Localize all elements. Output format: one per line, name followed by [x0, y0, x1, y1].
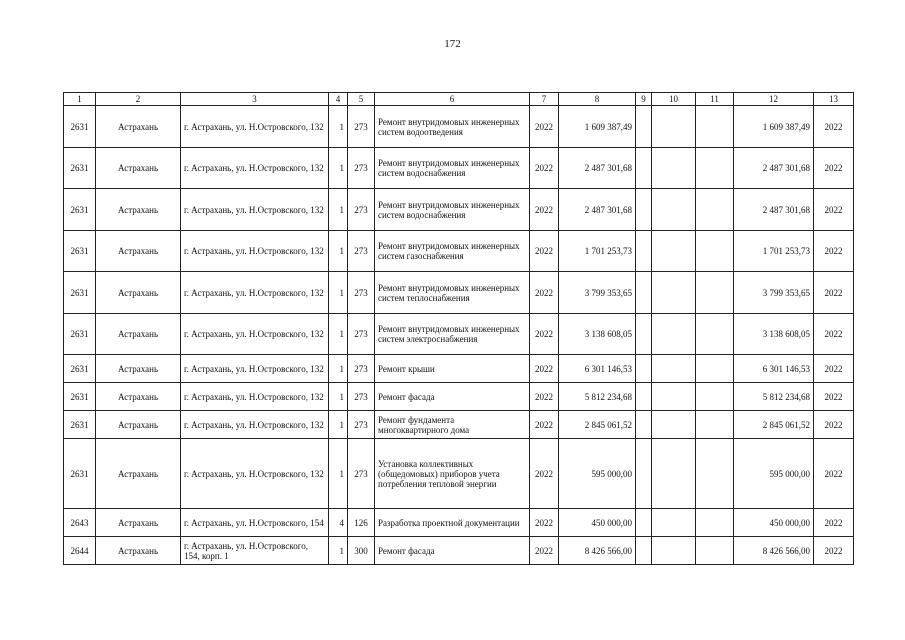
total-cost: 8 426 566,00 — [559, 537, 636, 565]
col-10-value — [652, 355, 696, 383]
col-10-value — [652, 148, 696, 189]
address: г. Астрахань, ул. Н.Островского, 132 — [181, 383, 329, 411]
col-10-value — [652, 411, 696, 439]
table-row — [64, 148, 854, 189]
col-4-value: 1 — [329, 355, 348, 383]
year-end: 2022 — [814, 148, 854, 189]
address: г. Астрахань, ул. Н.Островского, 132 — [181, 411, 329, 439]
cost-amount: 595 000,00 — [734, 439, 814, 509]
total-cost: 595 000,00 — [559, 439, 636, 509]
work-type: Разработка проектной документации — [375, 509, 530, 537]
work-type: Ремонт крыши — [375, 355, 530, 383]
col-9-value — [636, 272, 652, 314]
col-9-value — [636, 383, 652, 411]
table-row — [64, 189, 854, 231]
header-row — [64, 93, 854, 106]
col-5-header: 5 — [348, 93, 375, 106]
address: г. Астрахань, ул. Н.Островского, 154 — [181, 509, 329, 537]
year-end: 2022 — [814, 272, 854, 314]
col-9-value — [636, 314, 652, 355]
year-start: 2022 — [530, 439, 559, 509]
col-4-value: 1 — [329, 537, 348, 565]
record-id: 2631 — [64, 106, 96, 148]
col-13-header: 13 — [814, 93, 854, 106]
col-10-value — [652, 314, 696, 355]
cost-amount: 2 487 301,68 — [734, 189, 814, 231]
col-11-value — [696, 537, 734, 565]
col-5-value: 273 — [348, 355, 375, 383]
cost-amount: 3 138 608,05 — [734, 314, 814, 355]
page-number: 172 — [444, 38, 461, 50]
cost-amount: 2 845 061,52 — [734, 411, 814, 439]
col-11-value — [696, 314, 734, 355]
address: г. Астрахань, ул. Н.Островского, 132 — [181, 106, 329, 148]
col-2-header: 2 — [96, 93, 181, 106]
col-10-value — [652, 383, 696, 411]
work-type: Ремонт внутридомовых инженерных систем теплоснабжения — [375, 272, 530, 314]
year-end: 2022 — [814, 355, 854, 383]
col-3-header: 3 — [181, 93, 329, 106]
col-5-value: 273 — [348, 189, 375, 231]
col-4-value: 1 — [329, 272, 348, 314]
city: Астрахань — [96, 411, 181, 439]
record-id: 2631 — [64, 314, 96, 355]
col-11-value — [696, 439, 734, 509]
address: г. Астрахань, ул. Н.Островского, 154, корп. 1 — [181, 537, 329, 565]
col-4-value: 1 — [329, 314, 348, 355]
col-5-value: 273 — [348, 411, 375, 439]
work-type: Ремонт внутридомовых инженерных систем водоотведения — [375, 106, 530, 148]
year-end: 2022 — [814, 231, 854, 272]
col-11-value — [696, 411, 734, 439]
record-id: 2631 — [64, 439, 96, 509]
col-9-value — [636, 231, 652, 272]
year-end: 2022 — [814, 509, 854, 537]
col-10-value — [652, 439, 696, 509]
col-4-value: 1 — [329, 231, 348, 272]
col-11-value — [696, 106, 734, 148]
year-start: 2022 — [530, 355, 559, 383]
year-start: 2022 — [530, 148, 559, 189]
col-7-header: 7 — [530, 93, 559, 106]
city: Астрахань — [96, 189, 181, 231]
record-id: 2631 — [64, 383, 96, 411]
table-row — [64, 272, 854, 314]
year-end: 2022 — [814, 314, 854, 355]
city: Астрахань — [96, 272, 181, 314]
col-4-value: 1 — [329, 383, 348, 411]
total-cost: 450 000,00 — [559, 509, 636, 537]
col-5-value: 273 — [348, 314, 375, 355]
record-id: 2631 — [64, 231, 96, 272]
table-row — [64, 439, 854, 509]
year-start: 2022 — [530, 231, 559, 272]
col-5-value: 300 — [348, 537, 375, 565]
total-cost: 5 812 234,68 — [559, 383, 636, 411]
table-row — [64, 355, 854, 383]
work-type: Ремонт внутридомовых инженерных систем электроснабжения — [375, 314, 530, 355]
col-9-value — [636, 189, 652, 231]
col-11-value — [696, 148, 734, 189]
record-id: 2631 — [64, 355, 96, 383]
col-10-value — [652, 537, 696, 565]
city: Астрахань — [96, 383, 181, 411]
col-4-header: 4 — [329, 93, 348, 106]
total-cost: 2 487 301,68 — [559, 148, 636, 189]
col-4-value: 1 — [329, 411, 348, 439]
col-9-value — [636, 411, 652, 439]
total-cost: 3 138 608,05 — [559, 314, 636, 355]
col-5-value: 273 — [348, 383, 375, 411]
col-10-value — [652, 231, 696, 272]
cost-amount: 1 609 387,49 — [734, 106, 814, 148]
year-end: 2022 — [814, 537, 854, 565]
col-9-value — [636, 537, 652, 565]
cost-amount: 450 000,00 — [734, 509, 814, 537]
record-id: 2631 — [64, 148, 96, 189]
col-12-header: 12 — [734, 93, 814, 106]
record-id: 2631 — [64, 411, 96, 439]
total-cost: 2 487 301,68 — [559, 189, 636, 231]
table-row — [64, 314, 854, 355]
city: Астрахань — [96, 106, 181, 148]
work-type: Установка коллективных (общедомовых) приборов учета потребления тепловой энергии — [375, 439, 530, 509]
work-type: Ремонт внутридомовых инженерных систем водоснабжения — [375, 148, 530, 189]
year-start: 2022 — [530, 411, 559, 439]
col-1-header: 1 — [64, 93, 96, 106]
year-start: 2022 — [530, 383, 559, 411]
year-start: 2022 — [530, 509, 559, 537]
table-body — [64, 106, 854, 565]
work-type: Ремонт внутридомовых инженерных систем водоснабжения — [375, 189, 530, 231]
table-row — [64, 383, 854, 411]
total-cost: 6 301 146,53 — [559, 355, 636, 383]
col-5-value: 273 — [348, 439, 375, 509]
year-end: 2022 — [814, 189, 854, 231]
year-start: 2022 — [530, 106, 559, 148]
year-end: 2022 — [814, 383, 854, 411]
work-type: Ремонт фундамента многоквартирного дома — [375, 411, 530, 439]
total-cost: 1 701 253,73 — [559, 231, 636, 272]
col-4-value: 1 — [329, 148, 348, 189]
col-5-value: 273 — [348, 272, 375, 314]
address: г. Астрахань, ул. Н.Островского, 132 — [181, 231, 329, 272]
address: г. Астрахань, ул. Н.Островского, 132 — [181, 314, 329, 355]
col-5-value: 273 — [348, 148, 375, 189]
city: Астрахань — [96, 355, 181, 383]
work-type: Ремонт фасада — [375, 537, 530, 565]
col-6-header: 6 — [375, 93, 530, 106]
col-11-value — [696, 189, 734, 231]
year-start: 2022 — [530, 272, 559, 314]
col-5-value: 126 — [348, 509, 375, 537]
col-11-value — [696, 355, 734, 383]
col-11-value — [696, 272, 734, 314]
cost-amount: 3 799 353,65 — [734, 272, 814, 314]
total-cost: 1 609 387,49 — [559, 106, 636, 148]
work-type: Ремонт фасада — [375, 383, 530, 411]
address: г. Астрахань, ул. Н.Островского, 132 — [181, 148, 329, 189]
total-cost: 2 845 061,52 — [559, 411, 636, 439]
year-end: 2022 — [814, 106, 854, 148]
col-9-header: 9 — [636, 93, 652, 106]
table-row — [64, 537, 854, 565]
col-4-value: 4 — [329, 509, 348, 537]
col-8-header: 8 — [559, 93, 636, 106]
city: Астрахань — [96, 509, 181, 537]
city: Астрахань — [96, 439, 181, 509]
city: Астрахань — [96, 231, 181, 272]
table-row — [64, 411, 854, 439]
col-9-value — [636, 106, 652, 148]
col-10-header: 10 — [652, 93, 696, 106]
city: Астрахань — [96, 314, 181, 355]
cost-amount: 1 701 253,73 — [734, 231, 814, 272]
col-9-value — [636, 148, 652, 189]
col-10-value — [652, 189, 696, 231]
record-id: 2631 — [64, 189, 96, 231]
registry-table — [63, 92, 854, 565]
address: г. Астрахань, ул. Н.Островского, 132 — [181, 439, 329, 509]
table-row — [64, 106, 854, 148]
record-id: 2643 — [64, 509, 96, 537]
col-4-value: 1 — [329, 106, 348, 148]
col-4-value: 1 — [329, 189, 348, 231]
col-11-value — [696, 509, 734, 537]
total-cost: 3 799 353,65 — [559, 272, 636, 314]
col-5-value: 273 — [348, 231, 375, 272]
record-id: 2631 — [64, 272, 96, 314]
cost-amount: 6 301 146,53 — [734, 355, 814, 383]
col-10-value — [652, 509, 696, 537]
col-4-value: 1 — [329, 439, 348, 509]
table-row — [64, 231, 854, 272]
year-end: 2022 — [814, 411, 854, 439]
year-start: 2022 — [530, 537, 559, 565]
col-10-value — [652, 272, 696, 314]
col-9-value — [636, 355, 652, 383]
col-11-value — [696, 231, 734, 272]
cost-amount: 8 426 566,00 — [734, 537, 814, 565]
work-type: Ремонт внутридомовых инженерных систем газоснабжения — [375, 231, 530, 272]
address: г. Астрахань, ул. Н.Островского, 132 — [181, 189, 329, 231]
cost-amount: 5 812 234,68 — [734, 383, 814, 411]
year-start: 2022 — [530, 314, 559, 355]
col-11-value — [696, 383, 734, 411]
col-9-value — [636, 509, 652, 537]
col-5-value: 273 — [348, 106, 375, 148]
table-row — [64, 509, 854, 537]
address: г. Астрахань, ул. Н.Островского, 132 — [181, 272, 329, 314]
col-10-value — [652, 106, 696, 148]
year-start: 2022 — [530, 189, 559, 231]
city: Астрахань — [96, 148, 181, 189]
col-11-header: 11 — [696, 93, 734, 106]
cost-amount: 2 487 301,68 — [734, 148, 814, 189]
record-id: 2644 — [64, 537, 96, 565]
address: г. Астрахань, ул. Н.Островского, 132 — [181, 355, 329, 383]
city: Астрахань — [96, 537, 181, 565]
year-end: 2022 — [814, 439, 854, 509]
col-9-value — [636, 439, 652, 509]
